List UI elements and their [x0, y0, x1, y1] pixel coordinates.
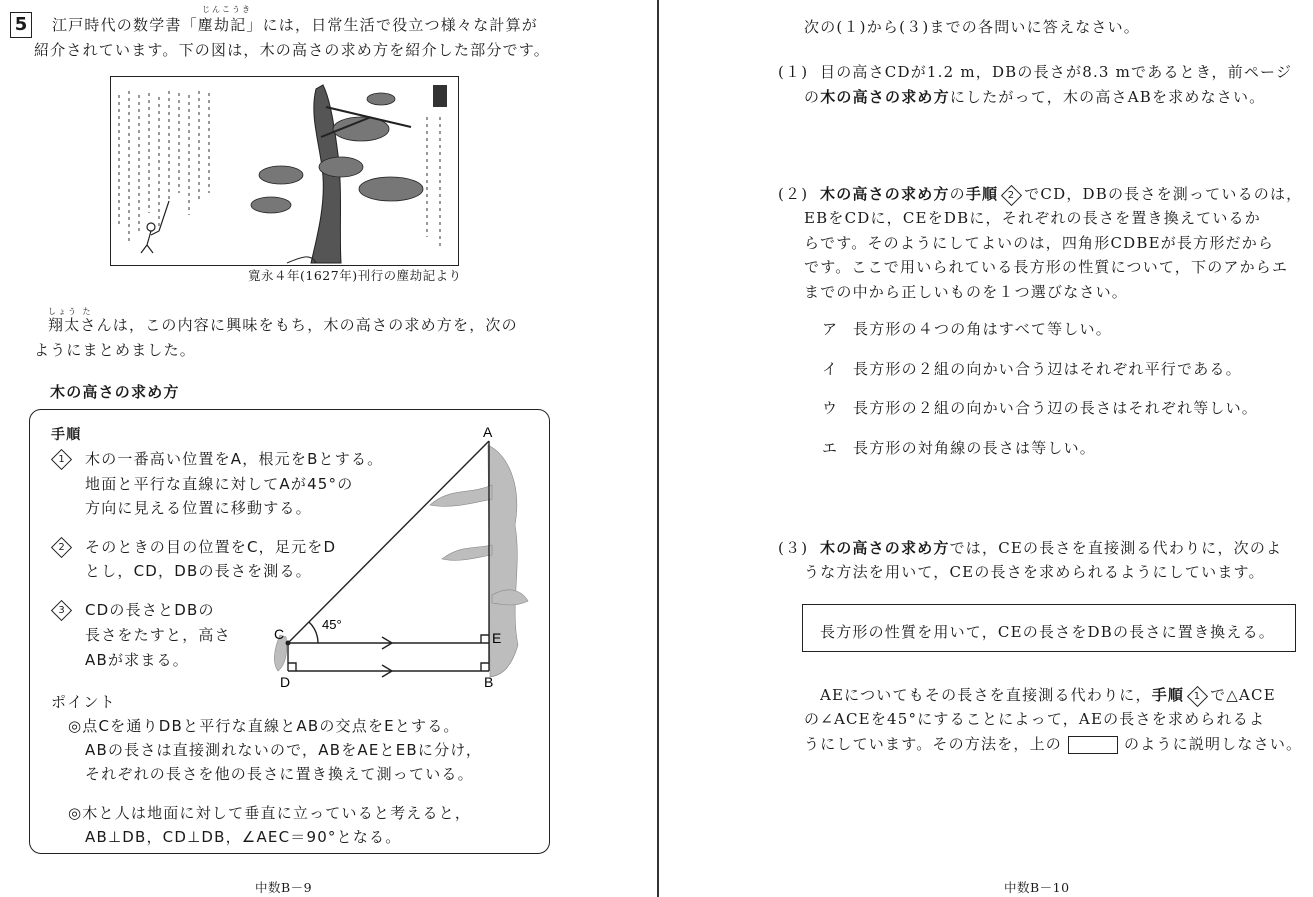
label-angle-45: 45° — [322, 617, 342, 632]
q3-line-2: うな方法を用いて，CEの長さを求められるようにしています。 — [804, 563, 1265, 581]
option-i-label: イ — [822, 360, 839, 378]
label-C: C — [274, 626, 285, 642]
intro-line-1: 江戸時代の数学書「塵劫記」には，日常生活で役立つ様々な計算が — [52, 16, 539, 34]
step-3-line-2: 長さをたすと，高さ — [85, 626, 231, 644]
point-heading: ポイント — [51, 693, 116, 711]
q1-line-1: 目の高さCDが1.2 m，DBの長さが8.3 mであるとき，前ページ — [820, 63, 1293, 81]
q1-line-2: の木の高さの求め方にしたがって，木の高さABを求めなさい。 — [804, 88, 1266, 106]
option-a-label: ア — [822, 320, 839, 338]
shouta-line-2: ようにまとめました。 — [34, 341, 197, 359]
q2-line-4: です。ここで用いられている長方形の性質について，下のアからエ — [804, 258, 1289, 276]
step-1-diamond-icon: 1 — [51, 447, 73, 469]
step-1-ref-diamond-icon: 1 — [1187, 685, 1208, 706]
q3-paragraph-line-3: うにしています。その方法を，上の のように説明しなさい。 — [804, 735, 1303, 753]
tree-texture-icon — [274, 445, 528, 677]
page-divider — [657, 0, 659, 897]
step-2-line-1: そのときの目の位置をC，足元をD — [85, 538, 337, 556]
intro-line-2: 紹介されています。下の図は，木の高さの求め方を紹介した部分です。 — [34, 41, 551, 59]
ruby-shouta: しょう た — [48, 307, 93, 316]
image-caption: 寛永４年(1627年)刊行の塵劫記より — [248, 268, 462, 283]
tree-illustration-icon — [111, 77, 458, 265]
option-u-text: 長方形の２組の向かい合う辺の長さはそれぞれ等しい。 — [853, 399, 1259, 417]
instruction: 次の(１)から(３)までの各問いに答えなさい。 — [804, 18, 1141, 36]
step-1-line-1: 木の一番高い位置をA，根元をBとする。 — [85, 450, 384, 468]
shouta-line-1: 翔太さんは，この内容に興味をもち，木の高さの求め方を，次の — [48, 316, 518, 334]
point-1-line-3: それぞれの長さを他の長さに置き換えて測っている。 — [85, 765, 474, 783]
label-D: D — [280, 674, 291, 690]
right-footer: 中数B－10 — [1004, 880, 1070, 895]
q3-paragraph-line-1: AEについてもその長さを直接測る代わりに，手順 1 で△ACE — [820, 684, 1276, 705]
blank-box-icon — [1068, 736, 1118, 754]
tree-height-diagram — [260, 425, 530, 695]
option-i-text: 長方形の２組の向かい合う辺はそれぞれ平行である。 — [853, 360, 1242, 378]
step-1-line-2: 地面と平行な直線に対してAが45°の — [85, 475, 354, 493]
q3-paragraph-line-2: の∠ACEを45°にすることによって，AEの長さを求められるよ — [804, 710, 1266, 728]
question-number: 5 — [10, 12, 32, 38]
q2-line-1: 木の高さの求め方の手順 2 でCD，DBの長さを測っているのは， — [820, 183, 1302, 204]
point-1-line-1: ◎点Cを通りDBと平行な直線とABの交点をEとする。 — [68, 717, 460, 735]
step-2-line-2: とし，CD，DBの長さを測る。 — [85, 562, 312, 580]
example-box-text: 長方形の性質を用いて，CEの長さをDBの長さに置き換える。 — [820, 623, 1275, 641]
method-heading: 木の高さの求め方 — [50, 383, 180, 401]
point-1-line-2: ABの長さは直接測れないので，ABをAEとEBに分け， — [85, 741, 483, 759]
q2-line-3: らです。そのようにしてよいのは，四角形CDBEが長方形だから — [804, 234, 1275, 252]
line-CA — [288, 441, 489, 643]
point-2-line-1: ◎木と人は地面に対して垂直に立っていると考えると， — [68, 804, 472, 822]
step-2-diamond-icon: 2 — [51, 535, 73, 557]
option-e-label: エ — [822, 439, 839, 457]
point-2-line-2: AB⊥DB，CD⊥DB，∠AEC＝90°となる。 — [85, 828, 402, 846]
procedure-heading: 手順 — [51, 427, 82, 443]
q3-number: (３) — [778, 539, 809, 557]
option-u-label: ウ — [822, 399, 839, 417]
q2-line-5: までの中から正しいものを１つ選びなさい。 — [804, 283, 1129, 301]
label-A: A — [483, 425, 493, 440]
option-a-text: 長方形の４つの角はすべて等しい。 — [853, 320, 1112, 338]
step-1-line-3: 方向に見える位置に移動する。 — [85, 499, 312, 517]
step-3-line-3: ABが求まる。 — [85, 651, 189, 669]
left-footer: 中数B－9 — [255, 880, 313, 895]
step-3-line-1: CDの長さとDBの — [85, 601, 215, 619]
label-E: E — [492, 630, 502, 646]
q3-line-1: 木の高さの求め方では，CEの長さを直接測る代わりに，次のよ — [820, 539, 1283, 557]
step-3-diamond-icon: 3 — [51, 598, 73, 620]
q1-number: (１) — [778, 63, 809, 81]
q2-number: (２) — [778, 185, 809, 203]
jinkouki-illustration — [110, 76, 459, 266]
label-B: B — [484, 674, 494, 690]
ruby-jinkouki: じんこうき — [202, 5, 252, 14]
q2-line-2: EBをCDに，CEをDBに，それぞれの長さを置き換えているか — [804, 209, 1261, 227]
option-e-text: 長方形の対角線の長さは等しい。 — [853, 439, 1097, 457]
step-2-ref-diamond-icon: 2 — [1001, 184, 1022, 205]
